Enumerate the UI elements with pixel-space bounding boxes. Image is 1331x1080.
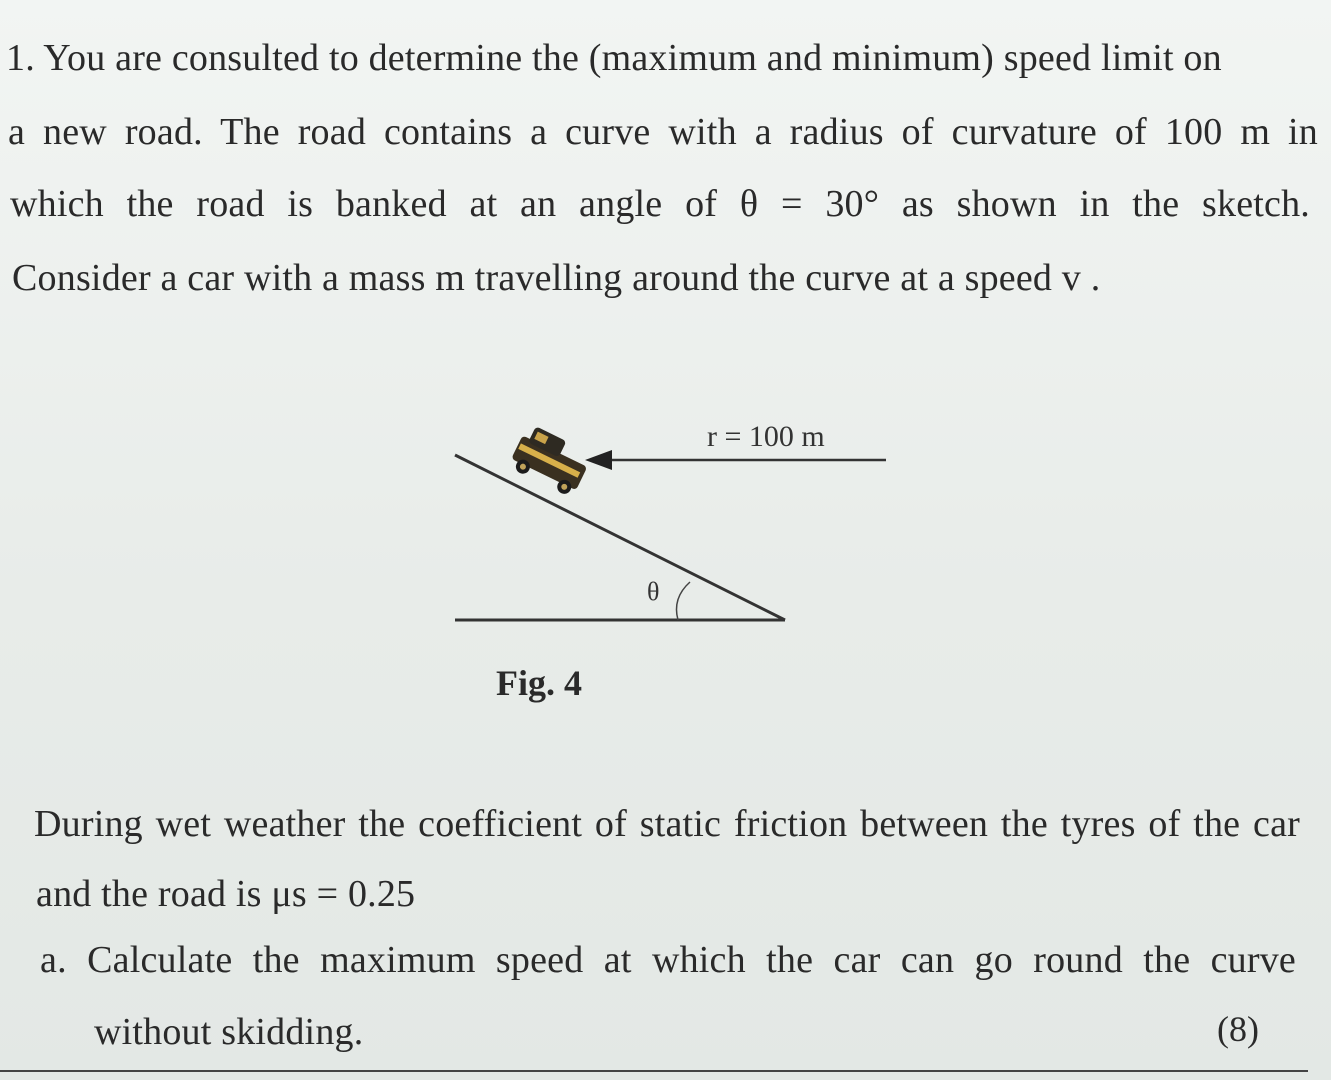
part-a-line-2: without skidding. [94,1011,364,1053]
question-text-1: 1. You are consulted to determine the (maximum and minimum) speed limit on [6,37,1222,79]
angle-label: θ [647,577,660,606]
radius-label: r = 100 m [707,420,825,453]
banked-road-figure [440,410,900,640]
incline-line [455,455,785,620]
part-a-line-1: a. Calculate the maximum speed at which the car can go round the curve [40,939,1296,981]
question-line-4: Consider a car with a mass m travelling around the curve at a speed v . [12,257,1101,299]
figure-caption: Fig. 4 [496,663,582,703]
angle-arc [677,582,691,620]
part-a-marks: (8) [1217,1009,1259,1049]
bottom-divider [0,1070,1308,1072]
conditions-line-1: During wet weather the coefficient of static friction between the tyres of the car [34,803,1300,845]
question-line-3: which the road is banked at an angle of θ = 30° as shown in the sketch. [10,183,1310,225]
conditions-line-2: and the road is μs = 0.25 [36,873,416,915]
radius-arrowhead [585,450,612,470]
question-line-1 [6,36,1320,80]
question-line-2: a new road. The road contains a curve with a radius of curvature of 100 m in [8,111,1318,153]
